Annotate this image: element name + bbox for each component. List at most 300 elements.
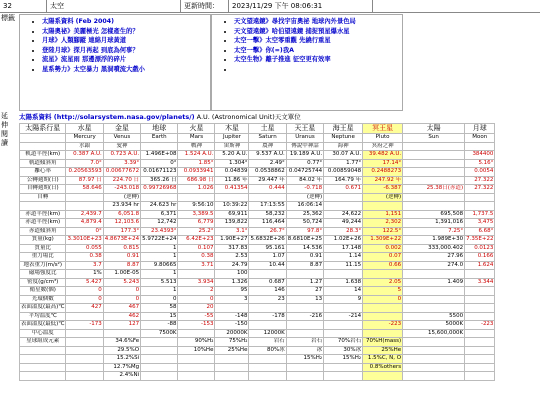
- table-cell: [215, 372, 249, 381]
- section-heading: [19, 112, 301, 121]
- table-cell: 0.0933941: [178, 168, 215, 177]
- table-cell: 11.86 年: [215, 176, 249, 185]
- table-cell: Neptune: [324, 134, 363, 143]
- table-cell: [403, 304, 465, 313]
- table-cell: 0.07: [363, 253, 403, 262]
- table-cell: 27.322: [465, 176, 495, 185]
- table-cell: 7.25°: [403, 227, 465, 236]
- table-cell: [403, 372, 465, 381]
- table-cell: [66, 346, 103, 355]
- table-cell: 1.77°: [324, 159, 363, 168]
- table-row: [20, 287, 495, 296]
- table-cell: 1,737.5: [465, 210, 495, 219]
- table-cell: 30%冰: [324, 346, 363, 355]
- table-cell: 58.646: [66, 185, 103, 194]
- table-cell: -173: [66, 321, 103, 330]
- table-cell: 中心溫度: [20, 329, 66, 338]
- table-cell: 1.638: [324, 278, 363, 287]
- table-cell: [20, 202, 66, 211]
- table-cell: 6,779: [178, 219, 215, 228]
- table-cell: [403, 295, 465, 304]
- table-cell: [215, 193, 249, 202]
- table-cell: [403, 176, 465, 185]
- table-cell: 1,151: [363, 210, 403, 219]
- table-cell: [286, 363, 323, 372]
- table-cell: 1.02E+26: [324, 236, 363, 245]
- table-row: [20, 210, 495, 219]
- link-item[interactable]: • 天文望遠鏡》哈伯望遠鏡 捕捉預星爆水星: [234, 27, 402, 37]
- table-cell: 0.8%others: [363, 363, 403, 372]
- table-cell: 光環個數: [20, 295, 66, 304]
- table-row: [20, 227, 495, 236]
- update-label: 更新時間：: [180, 0, 229, 12]
- table-cell: 14: [324, 287, 363, 296]
- table-cell: 29.5%O: [103, 346, 140, 355]
- table-cell: [66, 329, 103, 338]
- table-cell: 6.42E+23: [178, 236, 215, 245]
- table-cell: [249, 372, 286, 381]
- table-cell: [324, 304, 363, 313]
- table-cell: [286, 270, 323, 279]
- table-cell: [465, 363, 495, 372]
- table-cell: 0.77°: [286, 159, 323, 168]
- table-cell: [20, 355, 66, 364]
- table-cell: 0.00859048: [324, 168, 363, 177]
- table-cell: 25.2°: [178, 227, 215, 236]
- table-cell: 69,911: [215, 210, 249, 219]
- table-cell: 384400: [465, 151, 495, 160]
- table-cell: 24.623 hr: [141, 202, 178, 211]
- page-title: 太空: [46, 0, 170, 12]
- table-cell: [66, 202, 103, 211]
- table-row: [20, 270, 495, 279]
- table-cell: 7.0°: [66, 159, 103, 168]
- table-cell: -0.718: [286, 185, 323, 194]
- table-cell: 3.7: [66, 261, 103, 270]
- table-cell: 70%岩石: [324, 338, 363, 347]
- table-cell: 15,600,000K: [403, 329, 465, 338]
- table-cell: 0.38: [66, 253, 103, 262]
- table-cell: 6.68°: [465, 227, 495, 236]
- table-cell: 34.6%Fe: [103, 338, 140, 347]
- table-cell: 1.026: [178, 185, 215, 194]
- table-cell: [178, 363, 215, 372]
- table-cell: -223: [363, 321, 403, 330]
- table-cell: 0.01671123: [141, 168, 178, 177]
- table-cell: 1: [141, 244, 178, 253]
- table-cell: [403, 142, 465, 151]
- table-cell: 10%He: [178, 346, 215, 355]
- link-item[interactable]: • 月球》人類腳蹤 連綿月球黃道: [42, 36, 210, 46]
- table-cell: [249, 355, 286, 364]
- table-cell: 9.537 A.U.: [249, 151, 286, 160]
- table-cell: Saturn: [249, 134, 286, 143]
- link-item[interactable]: • 太空一擊》你(=)我A: [234, 46, 402, 56]
- table-cell: 0.99726968: [141, 185, 178, 194]
- table-cell: 5500: [403, 312, 465, 321]
- table-cell: 0.444: [249, 185, 286, 194]
- table-row: [20, 372, 495, 381]
- table-cell: 質量(kg): [20, 236, 66, 245]
- table-cell: 1,391,016: [403, 219, 465, 228]
- table-cell: [249, 363, 286, 372]
- table-cell: [465, 372, 495, 381]
- table-cell: [141, 338, 178, 347]
- table-cell: 0.00677672: [103, 168, 140, 177]
- table-cell: 9:56:10: [178, 202, 215, 211]
- table-cell: [403, 346, 465, 355]
- table-cell: 表面溫度(最低)℃: [21, 321, 65, 327]
- table-cell: 表面溫度(最高)℃: [21, 304, 65, 310]
- table-cell: 116,464: [249, 219, 286, 228]
- table-cell: 686.98 日: [178, 176, 215, 185]
- table-cell: 75%H₂: [215, 338, 249, 347]
- table-cell: 赤道半徑(km): [20, 210, 66, 219]
- table-cell: 0: [178, 295, 215, 304]
- link-item[interactable]: • 星系勢力》太空暴力 黑洞噴流大戲小: [42, 65, 210, 75]
- table-cell: 90%H₂: [178, 338, 215, 347]
- table-cell: 23: [249, 295, 286, 304]
- table-cell: 離心率: [20, 168, 66, 177]
- table-cell: [403, 151, 465, 160]
- table-cell: 58: [141, 304, 178, 313]
- table-cell: 0.0123: [465, 244, 495, 253]
- table-cell: 164.79 年: [324, 176, 363, 185]
- table-cell: Mars: [178, 134, 215, 143]
- table-cell: 95.161: [249, 244, 286, 253]
- table-cell: 2.4%Ni: [103, 372, 140, 381]
- table-cell: Jupiter: [215, 134, 249, 143]
- table-cell: -6.387: [363, 185, 403, 194]
- link-item[interactable]: • 太陽奧祕》美麗極光 怎樣產生的？: [42, 27, 210, 37]
- table-cell: 0.055: [66, 244, 103, 253]
- table-cell: 365.26 日: [141, 176, 178, 185]
- table-cell: 87.97 日: [66, 176, 103, 185]
- table-cell: -88: [141, 321, 178, 330]
- table-cell: 1.624: [465, 261, 495, 270]
- table-cell: 177.3°: [103, 227, 140, 236]
- table-cell: 8.6810E+25: [287, 236, 323, 242]
- table-cell: [324, 270, 363, 279]
- link-item[interactable]: • 太空一擊》太空零重觀 先繞行重星: [234, 36, 402, 46]
- table-cell: 0.166: [465, 253, 495, 262]
- table-cell: [465, 270, 495, 279]
- table-cell: 25%He: [363, 346, 403, 355]
- table-cell: 1.326: [215, 278, 249, 287]
- table-cell: [403, 270, 465, 279]
- table-cell: 2,302: [363, 219, 403, 228]
- table-cell: 0: [103, 287, 140, 296]
- table-cell: [20, 142, 66, 151]
- table-cell: 星球組成元素: [20, 338, 66, 347]
- table-cell: [141, 142, 178, 151]
- table-cell: [286, 372, 323, 381]
- table-cell: 19.189 A.U.: [286, 151, 323, 160]
- table-cell: 1.14: [324, 253, 363, 262]
- table-cell: 2.53: [215, 253, 249, 262]
- table-row: [20, 176, 495, 185]
- table-cell: 17.14°: [363, 159, 403, 168]
- table-cell: 12.7%Mg: [103, 363, 140, 372]
- table-cell: 247.92 年: [363, 176, 403, 185]
- table-cell: 5.243: [103, 278, 140, 287]
- table-cell: 1.07: [249, 253, 286, 262]
- table-cell: 3.71: [178, 261, 215, 270]
- table-cell: 2,439.7: [66, 210, 103, 219]
- table-cell: 0°: [66, 227, 103, 236]
- table-cell: 1.5%C, N, O: [363, 355, 403, 364]
- table-cell: [324, 363, 363, 372]
- table-cell: -153: [178, 321, 215, 330]
- table-cell: 2.49°: [249, 159, 286, 168]
- table-cell: [363, 304, 403, 313]
- table-cell: 9: [324, 295, 363, 304]
- table-row: [20, 185, 495, 194]
- table-cell: 15.2%Si: [103, 355, 140, 364]
- table-cell: 6,051.8: [103, 210, 140, 219]
- table-cell: [324, 193, 363, 202]
- table-cell: [363, 202, 403, 211]
- table-cell: [141, 355, 178, 364]
- table-cell: Pluto: [363, 134, 403, 143]
- table-cell: [66, 355, 103, 364]
- table-cell: 333,000.402: [403, 244, 465, 253]
- table-cell: 3,389.5: [178, 210, 215, 219]
- table-cell: 1.496E+08: [141, 151, 178, 160]
- table-cell: 4,879.4: [66, 219, 103, 228]
- table-cell: 地球: [141, 124, 178, 134]
- table-cell: 地表重力(m/s²): [20, 261, 66, 270]
- link-item[interactable]: • 天文望遠鏡》尋找宇宙奧祕 地球內外景色局: [234, 17, 402, 27]
- table-cell: 0: [363, 295, 403, 304]
- table-cell: [324, 202, 363, 211]
- table-cell: [249, 193, 286, 202]
- table-row: [20, 159, 495, 168]
- table-cell: 0.2488273: [363, 168, 403, 177]
- table-cell: 23.4393°: [141, 227, 178, 236]
- table-cell: -55: [178, 312, 215, 321]
- table-row: [20, 304, 495, 313]
- table-cell: 3.3010E+23: [67, 236, 102, 242]
- table-cell: -216: [286, 312, 323, 321]
- table-cell: 0.91: [286, 253, 323, 262]
- table-cell: [66, 312, 103, 321]
- table-cell: [465, 295, 495, 304]
- table-cell: 25,362: [286, 210, 323, 219]
- table-cell: 49,244: [324, 219, 363, 228]
- table-cell: [465, 142, 495, 151]
- table-cell: 0.723 A.U.: [103, 151, 140, 160]
- table-cell: Uranus: [286, 134, 323, 143]
- table-cell: [465, 304, 495, 313]
- table-row: [20, 253, 495, 262]
- table-cell: 122.5°: [363, 227, 403, 236]
- table-cell: 0°: [141, 159, 178, 168]
- table-cell: 愛神: [103, 142, 140, 151]
- table-cell: Sun: [403, 134, 465, 143]
- table-cell: 95: [215, 287, 249, 296]
- table-cell: 12,103.6: [103, 219, 140, 228]
- table-cell: 1.304°: [215, 159, 249, 168]
- table-row: [20, 312, 495, 321]
- table-cell: [403, 168, 465, 177]
- table-row: [20, 295, 495, 304]
- table-cell: 5: [363, 287, 403, 296]
- table-cell: 13: [286, 295, 323, 304]
- table-cell: -178: [249, 312, 286, 321]
- table-cell: [20, 134, 66, 143]
- table-cell: 9.80665: [141, 261, 178, 270]
- table-cell: 傳說中神話: [286, 142, 323, 151]
- table-cell: -148: [215, 312, 249, 321]
- table-cell: 0.815: [103, 244, 140, 253]
- section-heading-unit: A.U. (Astronomical Unit)天文單位: [196, 113, 301, 121]
- table-cell: 25%He: [215, 346, 249, 355]
- table-cell: 6,371: [141, 210, 178, 219]
- table-cell: 海王星: [324, 124, 363, 134]
- table-row: [20, 168, 495, 177]
- table-cell: 木星: [215, 124, 249, 134]
- table-cell: [403, 193, 465, 202]
- table-cell: 5.513: [141, 278, 178, 287]
- link-item[interactable]: • 太空生物》離子推進 征空更有效率: [234, 55, 402, 65]
- table-cell: [286, 304, 323, 313]
- table-cell: 質量比: [20, 244, 66, 253]
- table-cell: 衛星數(個): [20, 287, 66, 296]
- table-cell: Moon: [465, 134, 495, 143]
- table-cell: 岩石: [249, 338, 286, 347]
- table-cell: 0.38: [178, 253, 215, 262]
- table-header-row: [20, 142, 495, 151]
- table-cell: 100: [215, 270, 249, 279]
- table-cell: 15: [141, 312, 178, 321]
- table-cell: 10:39:22: [215, 202, 249, 211]
- table-cell: 12,742: [141, 219, 178, 228]
- table-cell: 0.0054: [465, 168, 495, 177]
- table-cell: [178, 355, 215, 364]
- table-cell: 17.148: [324, 244, 363, 253]
- table-cell: 火星: [178, 124, 215, 134]
- table-cell: [141, 346, 178, 355]
- table-cell: 58,232: [249, 210, 286, 219]
- table-cell: [103, 329, 140, 338]
- update-time: 2023/11/29 下午 08:06:31: [228, 0, 362, 12]
- table-cell: 月球: [465, 124, 495, 134]
- table-cell: [465, 193, 495, 202]
- table-cell: 467: [103, 304, 140, 313]
- table-cell: [215, 363, 249, 372]
- table-cell: 2: [178, 287, 215, 296]
- table-cell: 5000K: [403, 321, 465, 330]
- table-cell: 427: [66, 304, 103, 313]
- table-cell: 土星: [249, 124, 286, 134]
- table-cell: 10.44: [249, 261, 286, 270]
- table-cell: 274.0: [403, 261, 465, 270]
- table-cell: [363, 312, 403, 321]
- table-cell: 25.38日(赤道): [403, 185, 465, 194]
- table-cell: 39.482 A.U.: [363, 151, 403, 160]
- table-cell: 金星: [103, 124, 140, 134]
- table-cell: 27.322: [465, 185, 495, 194]
- table-cell: Earth: [141, 134, 178, 143]
- table-cell: 太陽: [403, 124, 465, 134]
- table-cell: 1: [141, 287, 178, 296]
- table-row: [20, 363, 495, 372]
- table-row: [20, 151, 495, 160]
- table-cell: 水銀: [66, 142, 103, 151]
- table-row: [20, 202, 495, 211]
- table-cell: 24.79: [215, 261, 249, 270]
- table-cell: 0: [66, 287, 103, 296]
- table-cell: 5.427: [66, 278, 103, 287]
- table-cell: 3.344: [465, 278, 495, 287]
- table-cell: 重力場比: [20, 253, 66, 262]
- table-cell: 15%H₂: [286, 355, 323, 364]
- planet-data-table: [19, 123, 495, 381]
- table-cell: 3.1°: [215, 227, 249, 236]
- link-item[interactable]: • 太陽系資料 (Feb 2004): [42, 17, 210, 27]
- table-cell: -214: [324, 312, 363, 321]
- table-cell: [249, 270, 286, 279]
- table-cell: 84.02 年: [286, 176, 323, 185]
- table-cell: 0.20563593: [66, 168, 103, 177]
- table-cell: 224.70 日: [103, 176, 140, 185]
- table-cell: 24,622: [324, 210, 363, 219]
- table-cell: -223: [465, 321, 495, 330]
- table-cell: 139,822: [215, 219, 249, 228]
- table-cell: 8.87: [286, 261, 323, 270]
- table-cell: 5.16°: [465, 159, 495, 168]
- table-cell: 自轉週期(日): [20, 185, 66, 194]
- table-cell: 1: [141, 253, 178, 262]
- table-cell: [215, 355, 249, 364]
- link-item[interactable]: • 流星》流星雨 那邊漂浮的碎片: [42, 55, 210, 65]
- table-cell: [465, 346, 495, 355]
- table-cell: 16:06:14: [286, 202, 323, 211]
- table-cell: [178, 193, 215, 202]
- link-item[interactable]: • 登陸月球》探月再起 到底為何事？: [42, 46, 210, 56]
- table-cell: 赤道傾斜角: [20, 227, 66, 236]
- section-heading-title[interactable]: 太陽系資料 (http://solarsystem.nasa.gov/planets/): [19, 113, 195, 121]
- table-cell: 0: [66, 295, 103, 304]
- table-cell: 太陽系行星: [20, 124, 66, 134]
- table-cell: 20: [178, 304, 215, 313]
- table-row: [20, 278, 495, 287]
- table-cell: 20000K: [215, 329, 249, 338]
- table-cell: 8.87: [103, 261, 140, 270]
- table-header-row: [20, 124, 495, 134]
- table-cell: 0.002: [363, 244, 403, 253]
- link-item: [234, 65, 402, 75]
- table-cell: 17:13:55: [249, 202, 286, 211]
- table-cell: -150: [215, 321, 249, 330]
- table-cell: 7.35E+22: [466, 236, 494, 242]
- table-cell: 97.8°: [286, 227, 323, 236]
- table-cell: 密度(g/cm³): [20, 278, 66, 287]
- table-row: [20, 329, 495, 338]
- table-cell: 水星: [66, 124, 103, 134]
- table-cell: 0.04725744: [286, 168, 323, 177]
- table-cell: 冰: [286, 346, 323, 355]
- table-cell: [363, 329, 403, 338]
- table-cell: 695,508: [403, 210, 465, 219]
- table-cell: [66, 338, 103, 347]
- table-cell: 0.66: [363, 261, 403, 270]
- top-bar-empty-cell: [372, 0, 540, 12]
- table-cell: Mercury: [66, 134, 103, 143]
- table-cell: 0.107: [178, 244, 215, 253]
- table-cell: 1.27: [286, 278, 323, 287]
